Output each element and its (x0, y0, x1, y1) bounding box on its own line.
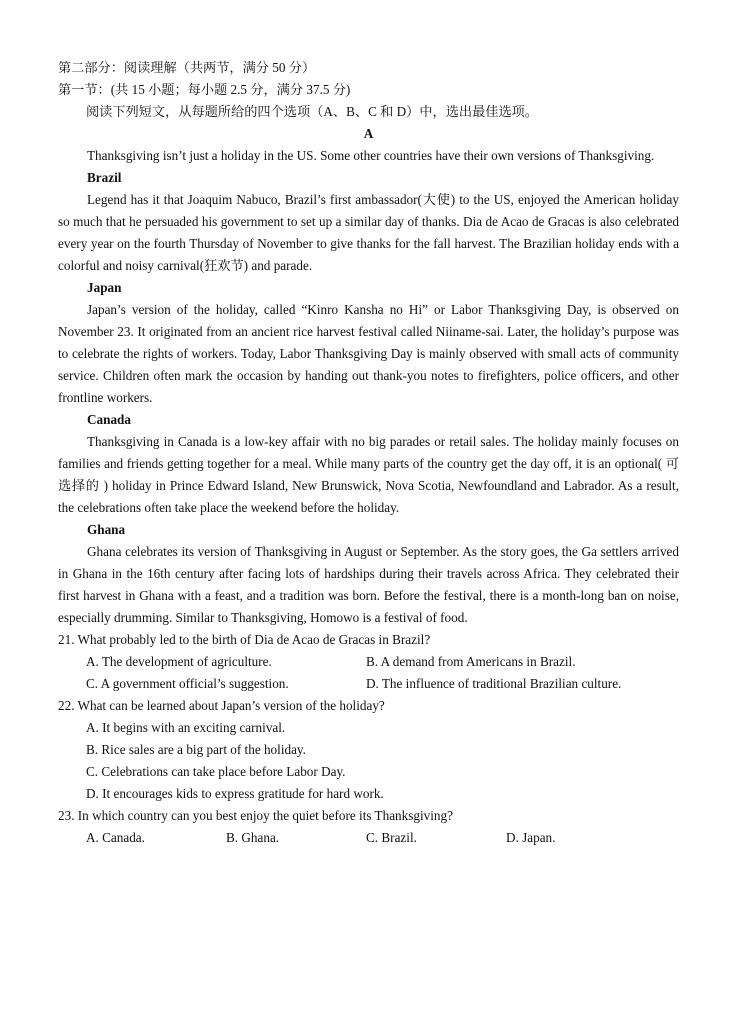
question-23-stem: 23. In which country can you best enjoy the quiet before its Thanksgiving? (58, 808, 453, 823)
section-text-japan: Japan’s version of the holiday, called “Kinro Kansha no Hi” or Labor Thanksgiving Day, is observed on November 23. It originated from an ancient rice harvest festival called Niiname-sai. Later, the holiday’s purpose was to celebrate the rights of workers. Today, Labor Thanksgiving Day is mainly observed with small acts of community service. Children often mark the occasion by handing out thank-you notes to firefighters, police officers, and other frontline workers. (58, 302, 679, 405)
section-text-canada: Thanksgiving in Canada is a low-key affair with no big parades or retail sales. The holiday mainly focuses on families and friends getting together for a meal. While many parts of the country get the day off, it is an optional( 可选择的 ) holiday in Prince Edward Island, New Brunswick, Nova Scotia, Newfoundland and Labrador. As a result, the celebrations often take place the weekend before the holiday. (58, 434, 679, 515)
question-23-option-a[interactable]: A. Canada. (86, 830, 145, 845)
section-text-brazil: Legend has it that Joaquim Nabuco, Brazil’s first ambassador(大使) to the US, enjoyed the American holiday so much that he persuaded his government to set up a similar day of thanks. Dia de Acao de Gracas is also celebrated every year on the fourth Thursday of November to give thanks for the fall harvest. The Brazilian holiday ends with a colorful and noisy carnival(狂欢节) and parade. (58, 192, 679, 273)
question-21-option-c[interactable]: C. A government official’s suggestion. (86, 676, 289, 691)
section-heading-ghana: Ghana (87, 522, 126, 537)
section-header: 第一节：(共 15 小题；每小题 2.5 分，满分 37.5 分) (58, 82, 351, 97)
section-heading-brazil: Brazil (87, 170, 122, 185)
section-text-ghana: Ghana celebrates its version of Thanksgiving in August or September. As the story goes, the Ga settlers arrived in Ghana in the 16th century after facing lots of hardships during their travels across Africa. They celebrated their first harvest in Ghana with a feast, and a tradition was born. Before the festival, there is a month-long ban on noise, especially drumming. Similar to Thanksgiving, Homowo is a festival of food. (58, 544, 679, 625)
instructions: 阅读下列短文，从每题所给的四个选项（A、B、C 和 D）中，选出最佳选项。 (86, 104, 539, 119)
question-21-option-a[interactable]: A. The development of agriculture. (86, 654, 272, 669)
passage-intro: Thanksgiving isn’t just a holiday in the US. Some other countries have their own versions of Thanksgiving. (87, 148, 655, 163)
question-22-option-a[interactable]: A. It begins with an exciting carnival. (86, 720, 286, 735)
question-23-option-c[interactable]: C. Brazil. (366, 830, 417, 845)
question-22-stem: 22. What can be learned about Japan’s version of the holiday? (58, 698, 385, 713)
question-23-option-d[interactable]: D. Japan. (506, 830, 556, 845)
question-22-option-b[interactable]: B. Rice sales are a big part of the holiday. (86, 742, 306, 757)
question-22-option-c[interactable]: C. Celebrations can take place before Labor Day. (86, 764, 346, 779)
question-21-options-row-2 (58, 673, 679, 695)
section-heading-canada: Canada (87, 412, 131, 427)
passage-label: A (363, 126, 374, 141)
question-21-option-d[interactable]: D. The influence of traditional Brazilian culture. (366, 676, 622, 691)
part-header: 第二部分：阅读理解（共两节，满分 50 分） (58, 60, 316, 75)
question-21-option-b[interactable]: B. A demand from Americans in Brazil. (366, 654, 576, 669)
question-22-option-d[interactable]: D. It encourages kids to express gratitude for hard work. (86, 786, 384, 801)
question-23-options-row (58, 827, 679, 849)
question-21-options-row-1 (58, 651, 679, 673)
question-23-option-b[interactable]: B. Ghana. (226, 830, 280, 845)
section-heading-japan: Japan (87, 280, 122, 295)
question-21-stem: 21. What probably led to the birth of Dia de Acao de Gracas in Brazil? (58, 632, 431, 647)
